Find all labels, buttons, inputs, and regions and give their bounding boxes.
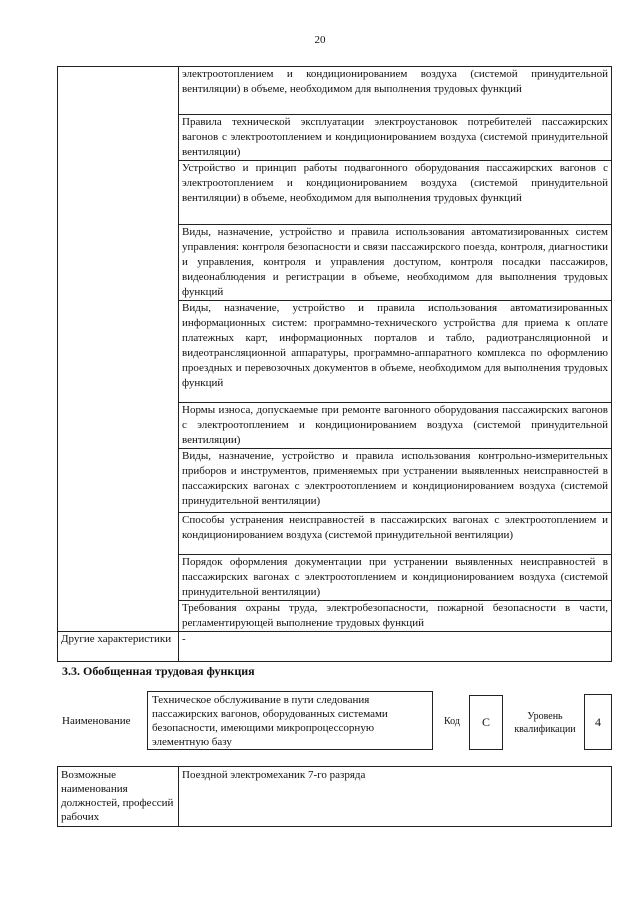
knowledge-item: Виды, назначение, устройство и правила использования автоматизированных систем управления: контроля безопасности и связи пассажирского поезда, контроля, диагностики и управления, контроля и управления доступом, контроля посадки пассажиров, видеонаблюдения и регистрации в объеме, необходимом для выполнения трудовых функций bbox=[179, 225, 612, 301]
knowledge-item: Правила технической эксплуатации электроустановок потребителей пассажирских вагонов с электроотоплением и кондиционированием воздуха (системой принудительной вентиляции) bbox=[179, 115, 612, 161]
name-label: Наименование bbox=[62, 715, 131, 727]
table-row bbox=[58, 767, 612, 827]
knowledge-item: Виды, назначение, устройство и правила использования автоматизированных информационных систем: программно-технического устройства для приема к оплате платежных карт, информационных порталов и табло, радиотрансляционной и видеотрансляционной аппаратуры, программно-аппаратного комплекса по оформлению проездных и перевозочных документов в объеме, необходимом для выполнения трудовых функций bbox=[179, 301, 612, 403]
section-heading: 3.3. Обобщенная трудовая функция bbox=[62, 664, 255, 678]
requirements-table bbox=[57, 66, 612, 662]
positions-table bbox=[57, 766, 612, 827]
knowledge-item: Устройство и принцип работы подвагонного оборудования пассажирских вагонов с электроотоплением и кондиционированием воздуха (системой принудительной вентиляции) в объеме, необходимом для выполнения трудовых функций bbox=[179, 161, 612, 225]
table-row bbox=[58, 67, 612, 115]
label-cell-empty bbox=[58, 67, 179, 632]
positions-label: Возможные наименования должностей, профессий рабочих bbox=[58, 767, 179, 827]
qualification-level-box: 4 bbox=[584, 694, 612, 750]
knowledge-item: Нормы износа, допускаемые при ремонте вагонного оборудования пассажирских вагонов с электроотоплением и кондиционированием воздуха (системой принудительной вентиляции) bbox=[179, 403, 612, 449]
knowledge-item: электроотоплением и кондиционированием воздуха (системой принудительной вентиляции) в объеме, необходимом для выполнения трудовых функций bbox=[179, 67, 612, 115]
knowledge-item: Порядок оформления документации при устранении выявленных неисправностей в пассажирских вагонах с электроотоплением и кондиционированием воздуха (системой принудительной вентиляции) bbox=[179, 555, 612, 601]
other-characteristics-label: Другие характеристики bbox=[58, 632, 179, 662]
positions-value: Поездной электромеханик 7-го разряда bbox=[179, 767, 612, 827]
knowledge-item: Требования охраны труда, электробезопасности, пожарной безопасности в части, регламентирующей выполнение трудовых функций bbox=[179, 601, 612, 632]
table-row bbox=[58, 632, 612, 662]
code-label: Код bbox=[444, 716, 460, 727]
qualification-level-label: Уровень квалификации bbox=[514, 711, 576, 735]
other-characteristics-value: - bbox=[179, 632, 612, 662]
knowledge-item: Виды, назначение, устройство и правила использования контрольно-измерительных приборов и инструментов, применяемых при устранении выявленных неисправностей в пассажирских вагонах с электроотоплением и кондиционированием воздуха (системой принудительной вентиляции) bbox=[179, 449, 612, 513]
knowledge-item: Способы устранения неисправностей в пассажирских вагонах с электроотоплением и кондиционированием воздуха (системой принудительной вентиляции) bbox=[179, 513, 612, 555]
function-name-box: Техническое обслуживание в пути следования пассажирских вагонов, оборудованных системами безопасности, имеющими микропроцессорную элементную базу bbox=[147, 691, 433, 750]
code-box: C bbox=[469, 695, 503, 750]
page-number: 20 bbox=[314, 34, 326, 46]
